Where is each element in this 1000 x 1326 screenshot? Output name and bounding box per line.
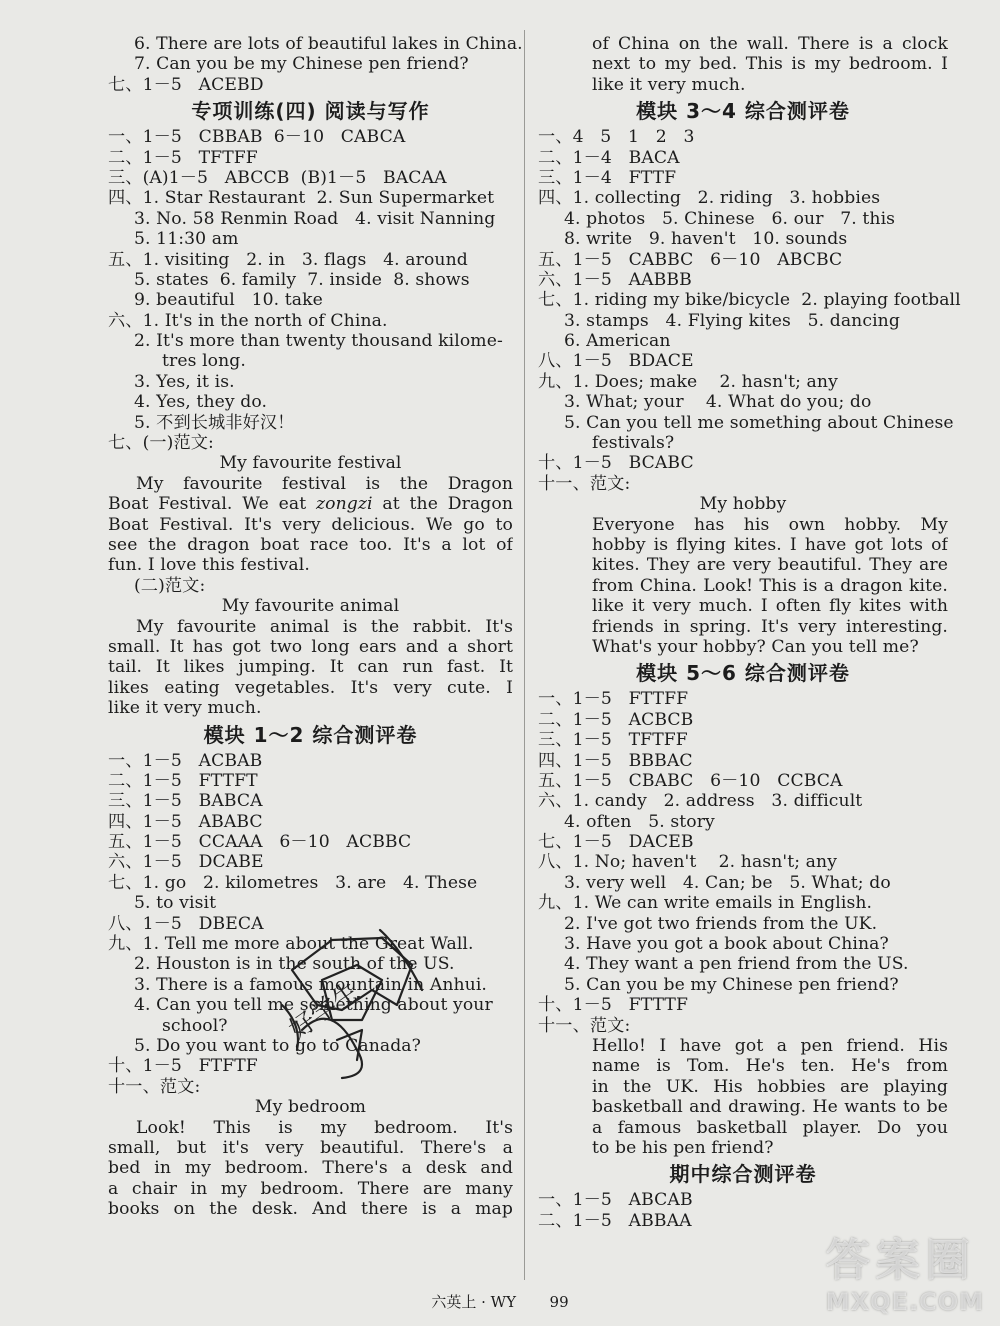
text-line: 7. Can you be my Chinese pen friend? xyxy=(134,54,469,75)
page-number: 99 xyxy=(549,1293,569,1311)
text-line: like it very much. xyxy=(108,698,262,719)
text-line: 五、1－5 CABBC 6－10 ABCBC xyxy=(538,249,843,270)
text-line: 四、1. Star Restaurant 2. Sun Supermarket xyxy=(108,188,495,209)
text-line: of China on the wall. There is a clock xyxy=(592,34,948,54)
text-line: 二、1－5 FTTFT xyxy=(108,770,258,791)
text-line: kites. They are very beautiful. They are xyxy=(592,555,948,576)
text-line: 五、1－5 CBABC 6－10 CCBCA xyxy=(538,770,843,791)
text-line: 九、1. Tell me more about the Great Wall. xyxy=(108,934,474,955)
text-line: next to my bed. This is my bedroom. I xyxy=(592,54,948,75)
text-line: My favourite festival is the Dragon xyxy=(136,473,513,494)
watermark-logo: 答案圈 xyxy=(825,1235,976,1286)
watermark xyxy=(826,1224,984,1316)
text-line: 5. 不到长城非好汉！ xyxy=(134,412,295,433)
text-line: 七、1. riding my bike/bicycle 2. playing football xyxy=(538,290,961,311)
text-line: 2. I've got two friends from the UK. xyxy=(564,913,878,934)
section-heading: 模块 5～6 综合测评卷 xyxy=(636,661,850,686)
text-line: 四、1. collecting 2. riding 3. hobbies xyxy=(538,188,881,209)
text-line: tres long. xyxy=(162,351,246,372)
text-line: 4. They want a pen friend from the US. xyxy=(564,954,909,975)
text-line: like it very much. xyxy=(592,74,746,95)
text-line: 九、1. Does; make 2. hasn't; any xyxy=(538,371,838,392)
text-line: see the dragon boat race too. It's a lot of xyxy=(108,534,513,555)
text-line: What's your hobby? Can you tell me? xyxy=(592,636,919,657)
text-line: 十一、范文: xyxy=(108,1076,201,1097)
text-line: 六、1－5 DCABE xyxy=(108,852,264,873)
text-line: friends in spring. It's very interesting. xyxy=(592,616,948,637)
text-line: 4. photos 5. Chinese 6. our 7. this xyxy=(564,208,896,229)
text-line: 十、1－5 FTFTF xyxy=(108,1056,258,1077)
text-line: 六、1. candy 2. address 3. difficult xyxy=(538,791,863,812)
text-line: 5. 11:30 am xyxy=(134,229,239,250)
text-line: small, but it's very beautiful. There's a xyxy=(108,1137,513,1158)
text-line: 3. No. 58 Renmin Road 4. visit Nanning xyxy=(134,208,496,229)
text-line: My hobby xyxy=(699,494,787,515)
text-line: 八、1－5 BDACE xyxy=(538,351,694,372)
text-line: 5. Can you be my Chinese pen friend? xyxy=(564,974,899,995)
text-line: 一、1－5 ACBAB xyxy=(108,750,263,771)
text-line: like it very much. I often fly kites with xyxy=(592,596,948,617)
text-line: fun. I love this festival. xyxy=(108,555,310,576)
text-line: 3. There is a famous mountain in Anhui. xyxy=(134,974,487,995)
text-line: Look! This is my bedroom. It's xyxy=(136,1117,513,1138)
text-line: 四、1－5 BBBAC xyxy=(538,750,693,771)
text-line: Hello! I have got a pen friend. His xyxy=(592,1035,948,1056)
text-line: books on the desk. And there is a map xyxy=(108,1199,513,1220)
text-line: 5. Can you tell me something about Chinese xyxy=(564,412,954,433)
text-line: Boat Festival. It's very delicious. We go to xyxy=(108,514,513,535)
text-line: bed in my bedroom. There's a desk and xyxy=(108,1158,513,1179)
text-line: a chair in my bedroom. There are many xyxy=(108,1178,513,1199)
text-line: 八、1. No; haven't 2. hasn't; any xyxy=(538,852,838,873)
text-line: (二)范文: xyxy=(134,575,206,596)
text-line: in the UK. His hobbies are playing xyxy=(592,1076,948,1097)
text-line: 5. Do you want to go to Canada? xyxy=(134,1035,421,1056)
text-line: 十、1－5 FTTTF xyxy=(538,995,689,1016)
text-line: 二、1－5 TFTFF xyxy=(108,147,258,168)
text-line: 三、1－5 BABCA xyxy=(108,791,263,812)
text-line: 4. often 5. story xyxy=(564,811,715,832)
text-line: name is Tom. He's ten. He's from xyxy=(592,1056,948,1077)
text-line: 一、1－5 FTTFF xyxy=(538,689,689,710)
text-line: My bedroom xyxy=(254,1097,367,1118)
text-line: 一、1－5 CBBAB 6－10 CABCA xyxy=(108,127,406,148)
text-line: My favourite animal xyxy=(221,596,400,617)
section-heading: 模块 1～2 综合测评卷 xyxy=(203,722,418,747)
text-line: festivals? xyxy=(592,433,675,454)
text-line: 八、1－5 DBECA xyxy=(108,913,264,934)
right-column xyxy=(538,34,961,1231)
text-line: 十一、范文: xyxy=(538,473,631,494)
text-line: 一、4 5 1 2 3 xyxy=(538,127,695,148)
column-divider xyxy=(524,30,525,1280)
text-line: 3. What; your 4. What do you; do xyxy=(564,392,872,413)
text-line: tail. It likes jumping. It can run fast. It xyxy=(108,657,513,678)
text-line: a famous basketball player. Do you xyxy=(592,1117,948,1138)
text-line: 十、1－5 BCABC xyxy=(538,453,694,474)
text-line: 3. stamps 4. Flying kites 5. dancing xyxy=(564,310,900,331)
text-line: My favourite animal is the rabbit. It's xyxy=(136,616,513,637)
handwritten-stamp xyxy=(262,910,432,1085)
text-line: 九、1. We can write emails in English. xyxy=(538,893,873,914)
text-line: 七、(一)范文: xyxy=(108,433,214,454)
text-line: 十一、范文: xyxy=(538,1015,631,1036)
text-line: 9. beautiful 10. take xyxy=(134,290,323,311)
text-line: 6. There are lots of beautiful lakes in China. xyxy=(134,34,523,54)
watermark-url: MXQE.COM xyxy=(825,1288,984,1316)
text-line: 5. to visit xyxy=(134,893,217,914)
text-line: 2. Houston is in the south of the US. xyxy=(134,954,455,975)
text-line: 3. Have you got a book about China? xyxy=(564,934,889,955)
stamp-text: 好学生 xyxy=(283,976,365,1046)
text-line: Everyone has his own hobby. My xyxy=(592,514,948,535)
section-heading: 期中综合测评卷 xyxy=(669,1162,817,1187)
text-line: 三、1－5 TFTFF xyxy=(538,730,688,751)
text-line: 4. Yes, they do. xyxy=(134,392,268,413)
text-line: basketball and drawing. He wants to be xyxy=(592,1097,948,1118)
text-line: 3. Yes, it is. xyxy=(134,371,235,392)
text-line: Boat Festival. We eat zongzi at the Dragon xyxy=(108,494,513,515)
text-line: 六、1. It's in the north of China. xyxy=(108,310,388,331)
text-line: 四、1－5 ABABC xyxy=(108,811,263,832)
section-heading: 专项训练(四) 阅读与写作 xyxy=(191,99,430,124)
text-line: 七、1－5 ACEBD xyxy=(108,74,264,95)
text-line: 七、1. go 2. kilometres 3. are 4. These xyxy=(108,872,478,893)
text-line: 6. American xyxy=(564,331,671,352)
text-line: hobby is flying kites. I have got lots of xyxy=(592,534,948,555)
text-line: 五、1. visiting 2. in 3. flags 4. around xyxy=(108,249,468,270)
text-line: 二、1－5 ABBAA xyxy=(538,1210,692,1231)
text-line: 三、(A)1－5 ABCCB (B)1－5 BACAA xyxy=(108,167,447,188)
text-line: 一、1－5 ABCAB xyxy=(538,1190,693,1211)
text-line: 六、1－5 AABBB xyxy=(538,269,692,290)
text-line: to be his pen friend? xyxy=(592,1137,774,1158)
text-line: 2. It's more than twenty thousand kilome- xyxy=(134,331,503,352)
text-line: 二、1－4 BACA xyxy=(538,147,680,168)
text-line: small. It has got two long ears and a short xyxy=(108,636,513,657)
text-line: 三、1－4 FTTF xyxy=(538,167,677,188)
text-line: 七、1－5 DACEB xyxy=(538,832,694,853)
text-line: 8. write 9. haven't 10. sounds xyxy=(564,229,848,250)
text-line: likes eating vegetables. It's very cute. I xyxy=(108,677,513,698)
section-heading: 模块 3～4 综合测评卷 xyxy=(636,99,850,124)
text-line: 5. states 6. family 7. inside 8. shows xyxy=(134,269,470,290)
text-line: 二、1－5 ACBCB xyxy=(538,709,694,730)
text-line: 3. very well 4. Can; be 5. What; do xyxy=(564,872,891,893)
text-line: from China. Look! This is a dragon kite. xyxy=(592,575,948,596)
text-line: My favourite festival xyxy=(219,453,402,474)
text-line: school? xyxy=(162,1015,228,1036)
text-line: 五、1－5 CCAAA 6－10 ACBBC xyxy=(108,832,412,853)
footer-text: 六英上 · WY xyxy=(431,1293,516,1311)
text-line: 4. Can you tell me something about your xyxy=(134,995,493,1016)
